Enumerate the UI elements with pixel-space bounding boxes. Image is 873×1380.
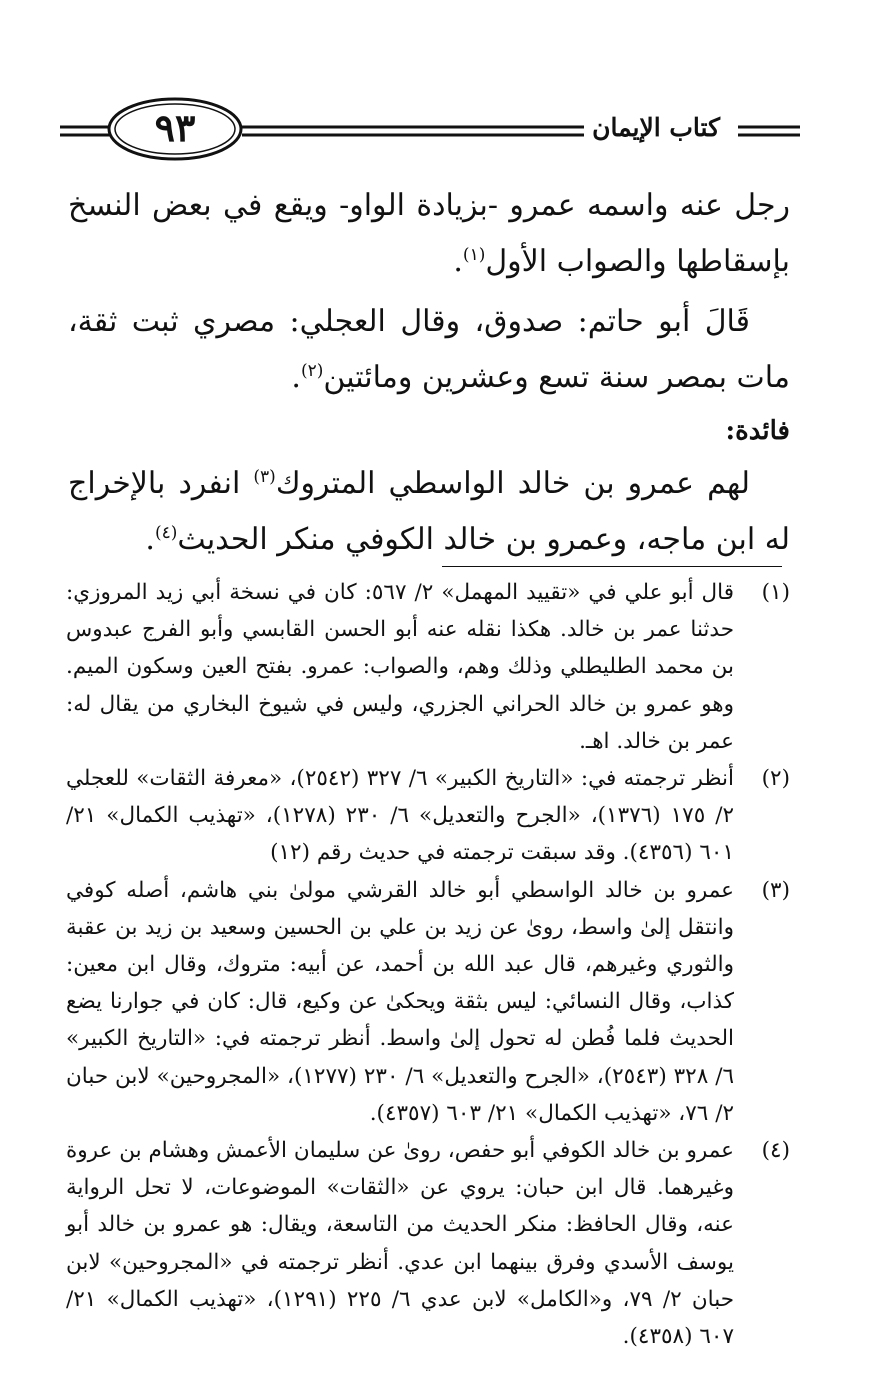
footnote-text: قال أبو علي في «تقييد المهمل» ٢/ ٥٦٧: كان في نسخة أبي زيد المروزي: حدثنا عمر بن خالد. هكذا نقله عنه أبو الحسن القابسي وأبو الفرج عبدوس بن محمد الطليطلي وذلك وهم، والصواب: عمرو. بفتح العين وسكون الميم. وهو عمرو بن خالد الحراني الجزري، وليس في شيوخ البخاري من يقال له: عمر بن خالد. اهـ. [66, 580, 735, 754]
footnote-number: (١) [761, 580, 790, 605]
footnote-text: أنظر ترجمته في: «التاريخ الكبير» ٦/ ٣٢٧ (٢٥٤٢)، «معرفة الثقات» للعجلي ٢/ ١٧٥ (١٣٧٦)، «الجرح والتعديل» ٦/ ٢٣٠ (١٢٧٨)، «تهذيب الكمال» ٢١/ ٦٠١ (٤٣٥٦). وقد سبقت ترجمته في حديث رقم (١٢) [66, 766, 735, 866]
footnote-number: (٢) [761, 766, 790, 792]
main-text [68, 178, 790, 568]
footnote-text: عمرو بن خالد الكوفي أبو حفص، روىٰ عن سليمان الأعمش وهشام بن عروة وغيرهما. قال ابن حبان: يروي عن «الثقات» الموضوعات، لا تحل الرواية عنه، وقال الحافظ: منكر الحديث من التاسعة، ويقال: هو عمرو بن خالد أبو يوسف الأسدي وفرق بينهما ابن عدي. أنظر ترجمته في «المجروحين» لابن حبان ٢/ ٧٩، و«الكامل» لابن عدي ٦/ ٢٢٥ (١٢٩١)، «تهذيب الكمال» ٢١/ ٦٠٧ (٤٣٥٨). [66, 1138, 735, 1350]
paragraph-text: انفرد بالإخراج له ابن ماجه، وعمرو بن خالد الكوفي منكر الحديث [68, 466, 790, 557]
paragraph-text: رجل عنه واسمه عمرو -بزيادة الواو- ويقع في بعض النسخ بإسقاطها والصواب الأول [68, 188, 790, 279]
paragraph: رجل عنه واسمه عمرو -بزيادة الواو- ويقع في بعض النسخ بإسقاطها والصواب الأول$^{(١)}$. [68, 188, 790, 279]
footnote-text: عمرو بن خالد الواسطي أبو خالد القرشي مولىٰ بني هاشم، أصله كوفي وانتقل إلىٰ واسط، روىٰ عن زيد بن علي بن الحسين وسعيد بن زيد بن عقبة والثوري وغيرهم، قال عبد الله بن أحمد، عن أبيه: متروك، وقال ابن معين: كذاب، وقال النسائي: ليس بثقة ويحكىٰ عن وكيع، قال: كان في جوارنا يضع الحديث فلما فُطن له تحول إلىٰ واسط. أنظر ترجمته في: «التاريخ الكبير» ٦/ ٣٢٨ (٢٥٤٣)، «الجرح والتعديل» ٦/ ٢٣٠ (١٢٧٧)، «المجروحين» لابن حبان ٢/ ٧٦، «تهذيب الكمال» ٢١/ ٦٠٣ (٤٣٥٧). [66, 877, 735, 1126]
running-title: كتاب الإيمان [584, 113, 728, 143]
section-heading: فائدة: [725, 416, 790, 446]
paragraph-text: قَالَ أبو حاتم: صدوق، وقال العجلي: مصري ثبت ثقة، مات بمصر سنة تسع وعشرين ومائتين [68, 304, 790, 395]
footnotes [66, 574, 790, 1355]
footnote [66, 872, 790, 1132]
footnote-separator [442, 566, 782, 567]
footnote-number: (٤) [761, 1138, 790, 1164]
page-header [60, 95, 800, 165]
footnote-ref: (٣) [253, 467, 276, 487]
footnote-ref: (١) [462, 245, 486, 265]
footnote [66, 574, 790, 760]
footnote-ref: (٢) [300, 361, 324, 381]
footnote [66, 1132, 790, 1355]
footnote-number: (٣) [761, 877, 790, 903]
paragraph: قَالَ أبو حاتم: صدوق، وقال العجلي: مصري ثبت ثقة، مات بمصر سنة تسع وعشرين ومائتين$^{(٢)}$. [68, 304, 790, 395]
page-number: ٩٣ [154, 105, 196, 150]
footnote [66, 760, 790, 872]
paragraph-text: لهم عمرو بن خالد الواسطي المتروك [275, 466, 751, 501]
paragraph: لهم عمرو بن خالد الواسطي المتروك$^{(٣)}$ انفرد بالإخراج له ابن ماجه، وعمرو بن خالد الكوفي منكر الحديث$^{(٤)}$. [68, 466, 790, 557]
footnote-ref: (٤) [154, 523, 178, 543]
